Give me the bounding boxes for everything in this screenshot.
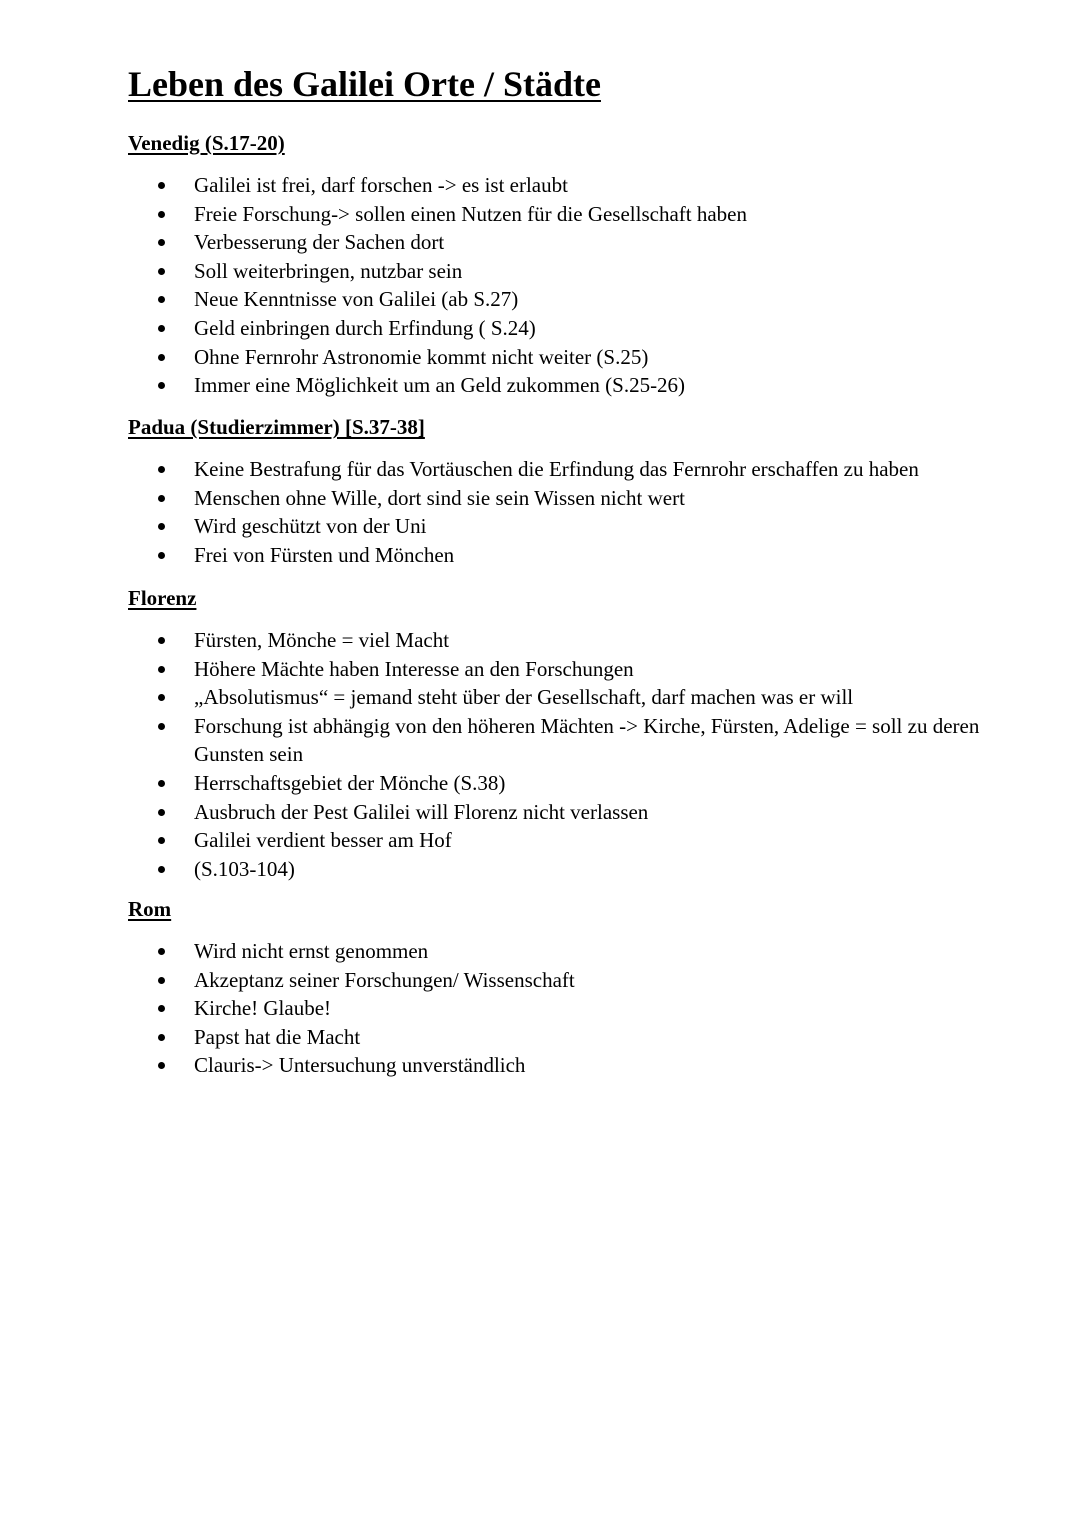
list-item: Akzeptanz seiner Forschungen/ Wissenschaft [128, 966, 1008, 995]
list-item: Wird geschützt von der Uni [128, 512, 1008, 541]
document-title: Leben des Galilei Orte / Städte [128, 64, 601, 104]
list-item: Fürsten, Mönche = viel Macht [128, 626, 1008, 655]
list-item: Kirche! Glaube! [128, 994, 1008, 1023]
list-item: Frei von Fürsten und Mönchen [128, 541, 1008, 570]
bullet-list [128, 171, 1008, 400]
bullet-list [128, 455, 1008, 569]
section-florenz [128, 584, 1008, 883]
section-heading: Rom [128, 897, 172, 921]
list-item: Verbesserung der Sachen dort [128, 228, 1008, 257]
bullet-list [128, 626, 1008, 883]
list-item: Galilei verdient besser am Hof [128, 826, 1008, 855]
list-item: Geld einbringen durch Erfindung ( S.24) [128, 314, 1008, 343]
list-item: Ohne Fernrohr Astronomie kommt nicht weiter (S.25) [128, 343, 1008, 372]
list-item: Keine Bestrafung für das Vortäuschen die Erfindung das Fernrohr erschaffen zu haben [128, 455, 1008, 484]
bullet-list [128, 937, 1008, 1080]
list-item: Clauris-> Untersuchung unverständlich [128, 1051, 1008, 1080]
section-heading: Venedig (S.17-20) [128, 131, 285, 155]
section-heading: Florenz [128, 586, 197, 610]
list-item: (S.103-104) [128, 855, 1008, 884]
list-item: Neue Kenntnisse von Galilei (ab S.27) [128, 285, 1008, 314]
list-item: Freie Forschung-> sollen einen Nutzen für die Gesellschaft haben [128, 200, 1008, 229]
section-rom [128, 895, 1008, 1080]
section-padua [128, 413, 1008, 569]
list-item: Forschung ist abhängig von den höheren Mächten -> Kirche, Fürsten, Adelige = soll zu deren Gunsten sein [128, 712, 1008, 769]
list-item: „Absolutismus“ = jemand steht über der Gesellschaft, darf machen was er will [128, 683, 1008, 712]
section-venedig [128, 129, 1008, 400]
list-item: Menschen ohne Wille, dort sind sie sein Wissen nicht wert [128, 484, 1008, 513]
list-item: Soll weiterbringen, nutzbar sein [128, 257, 1008, 286]
section-heading: Padua (Studierzimmer) [S.37-38] [128, 415, 425, 439]
list-item: Höhere Mächte haben Interesse an den Forschungen [128, 655, 1008, 684]
list-item: Papst hat die Macht [128, 1023, 1008, 1052]
list-item: Immer eine Möglichkeit um an Geld zukommen (S.25-26) [128, 371, 1008, 400]
list-item: Herrschaftsgebiet der Mönche (S.38) [128, 769, 1008, 798]
list-item: Wird nicht ernst genommen [128, 937, 1008, 966]
list-item: Ausbruch der Pest Galilei will Florenz nicht verlassen [128, 798, 1008, 827]
list-item: Galilei ist frei, darf forschen -> es ist erlaubt [128, 171, 1008, 200]
